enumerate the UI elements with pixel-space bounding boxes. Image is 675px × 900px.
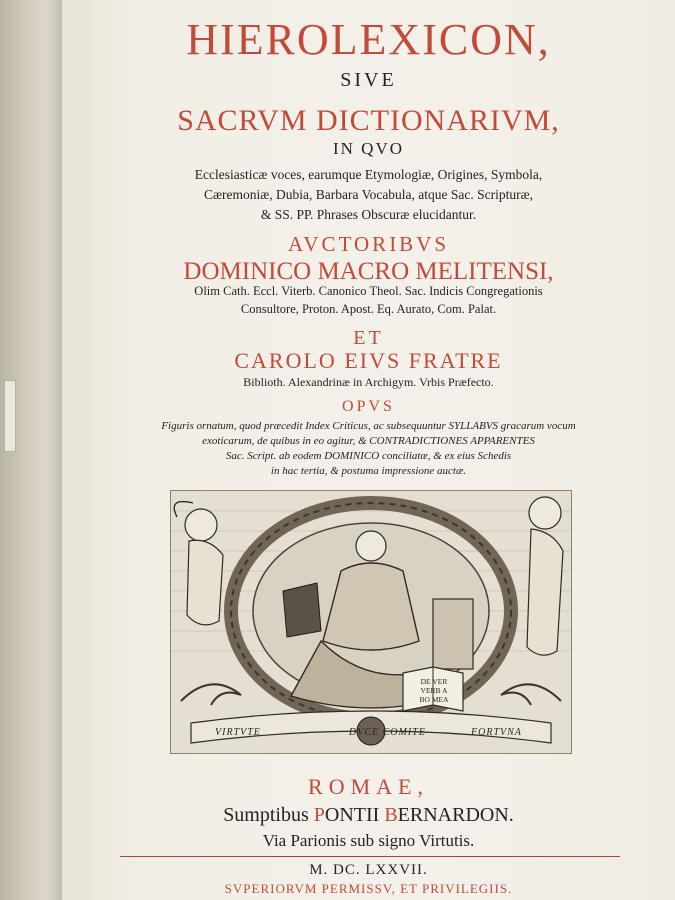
- book-gutter: [0, 0, 62, 900]
- engraving-illustration: [170, 490, 572, 754]
- author2-name: CAROLO EIVS FRATRE: [234, 348, 503, 373]
- imprint-rule: [120, 856, 620, 857]
- engraving-motto: DVCE COMITE: [349, 727, 426, 738]
- et-line: ET: [353, 327, 384, 349]
- opus-description-line: exoticarum, de quibus in eo agitur, & CONTRADICTIONES APPARENTES: [202, 435, 535, 447]
- author1-title-line: Consultore, Proton. Apost. Eq. Aurato, Com. Palat.: [240, 302, 497, 316]
- imprint-year: M. DC. LXXVII.: [309, 862, 428, 878]
- description-line: & SS. PP. Phrases Obscuræ elucidantur.: [260, 207, 477, 222]
- auctoribus-heading: AVCTORIBVS: [287, 232, 450, 256]
- opus-description-line: in hac tertia, & postuma impressione auctæ.: [270, 465, 467, 477]
- opus-description-line: Sac. Script. ab eodem DOMINICO conciliatæ, & ex eius Schedis: [225, 450, 512, 462]
- title-page: [62, 0, 675, 900]
- permission-line: SVPERIORVM PERMISSV, ET PRIVILEGIIS.: [224, 881, 513, 896]
- book-inscription: DE VER VERB A BO MEA: [419, 677, 449, 704]
- author1-title-line: Olim Cath. Eccl. Viterb. Canonico Theol. Sac. Indicis Congregationis: [194, 284, 543, 298]
- author1-name: DOMINICO MACRO MELITENSI,: [183, 258, 554, 285]
- opus-description-line: Figuris ornatum, quod præcedit Index Criticus, ac subsequuntur SYLLABVS gracarum vocum: [161, 420, 576, 432]
- publisher-prefix: Sumptibus: [223, 804, 314, 826]
- engraving-motto: FORTVNA: [471, 727, 522, 738]
- author2-title: Biblioth. Alexandrinæ in Archigym. Vrbis Præfecto.: [243, 375, 494, 389]
- opus-heading: OPVS: [342, 398, 395, 415]
- description-line: Cæremoniæ, Dubia, Barbara Vocabula, atque Sac. Scripturæ,: [203, 187, 534, 202]
- publisher-mid: ONTII: [324, 804, 385, 826]
- publisher-initial-b: B: [384, 804, 398, 826]
- page-tab: [4, 380, 16, 452]
- description-line: Ecclesiasticæ voces, earumque Etymologiæ, Origines, Symbola,: [194, 167, 543, 182]
- engraving-artwork: [171, 491, 571, 753]
- sive-line: SIVE: [340, 69, 397, 91]
- imprint-publisher: [62, 805, 675, 825]
- book-subtitle: SACRVM DICTIONARIVM,: [177, 104, 560, 137]
- imprint-city: ROMAE,: [308, 774, 429, 799]
- publisher-rest: ERNARDON.: [397, 804, 514, 826]
- in-quo-line: IN QVO: [332, 139, 405, 158]
- publisher-initial-p: P: [313, 804, 325, 826]
- imprint-address: Via Parionis sub signo Virtutis.: [262, 831, 475, 850]
- engraving-motto: VIRTVTE: [215, 727, 261, 738]
- book-title: HIEROLEXICON,: [186, 15, 551, 64]
